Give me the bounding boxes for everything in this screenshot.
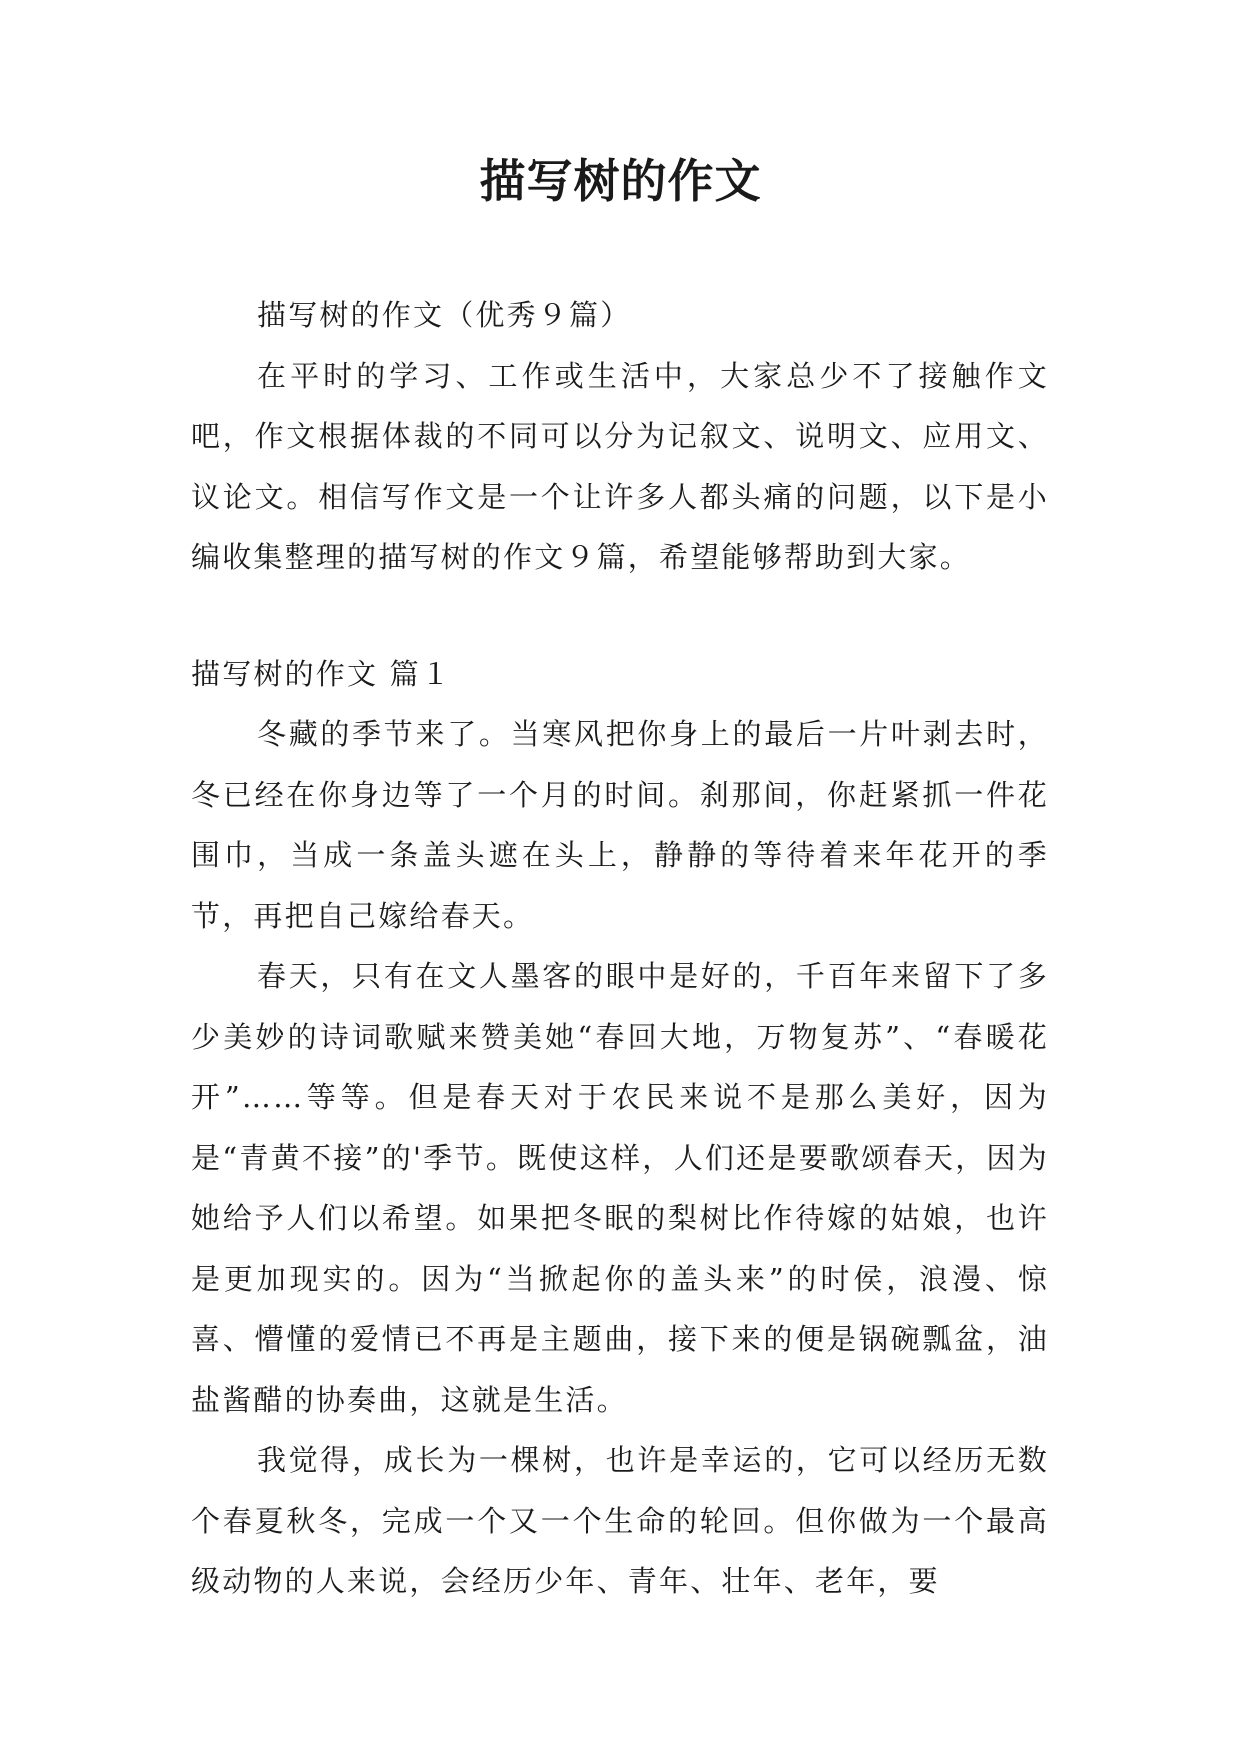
body-paragraph: 冬藏的季节来了。当寒风把你身上的最后一片叶剥去时，冬已经在你身边等了一个月的时间。刹那间，你赶紧抓一件花围巾，当成一条盖头遮在头上，静静的等待着来年花开的季节，再把自己嫁给春天。 (191, 717, 1049, 933)
section-heading: 描写树的作文 篇１ (191, 656, 453, 691)
document-body (191, 285, 1049, 1612)
document-title: 描写树的作文 (479, 154, 762, 208)
body-paragraph: 春天，只有在文人墨客的眼中是好的，千百年来留下了多少美妙的诗词歌赋来赞美她“春回大地，万物复苏”、“春暖花开”……等等。但是春天对于农民来说不是那么美好，因为是“青黄不接”的'季节。既使这样，人们还是要歌颂春天，因为她给予人们以希望。如果把冬眠的梨树比作待嫁的姑娘，也许是更加现实的。因为“当掀起你的盖头来”的时侯，浪漫、惊喜、懵懂的爱情已不再是主题曲，接下来的便是锅碗瓢盆，油盐酱醋的协奏曲，这就是生活。 (191, 959, 1050, 1417)
body-paragraph: 我觉得，成长为一棵树，也许是幸运的，它可以经历无数个春夏秋冬，完成一个又一个生命的轮回。但你做为一个最高级动物的人来说，会经历少年、青年、壮年、老年，要 (191, 1443, 1049, 1598)
collection-subtitle: 描写树的作文（优秀９篇） (257, 298, 632, 332)
intro-paragraph: 在平时的学习、工作或生活中，大家总少不了接触作文吧，作文根据体裁的不同可以分为记叙文、说明文、应用文、议论文。相信写作文是一个让许多人都头痛的问题，以下是小编收集整理的描写树的作文９篇，希望能够帮助到大家。 (191, 358, 1049, 574)
